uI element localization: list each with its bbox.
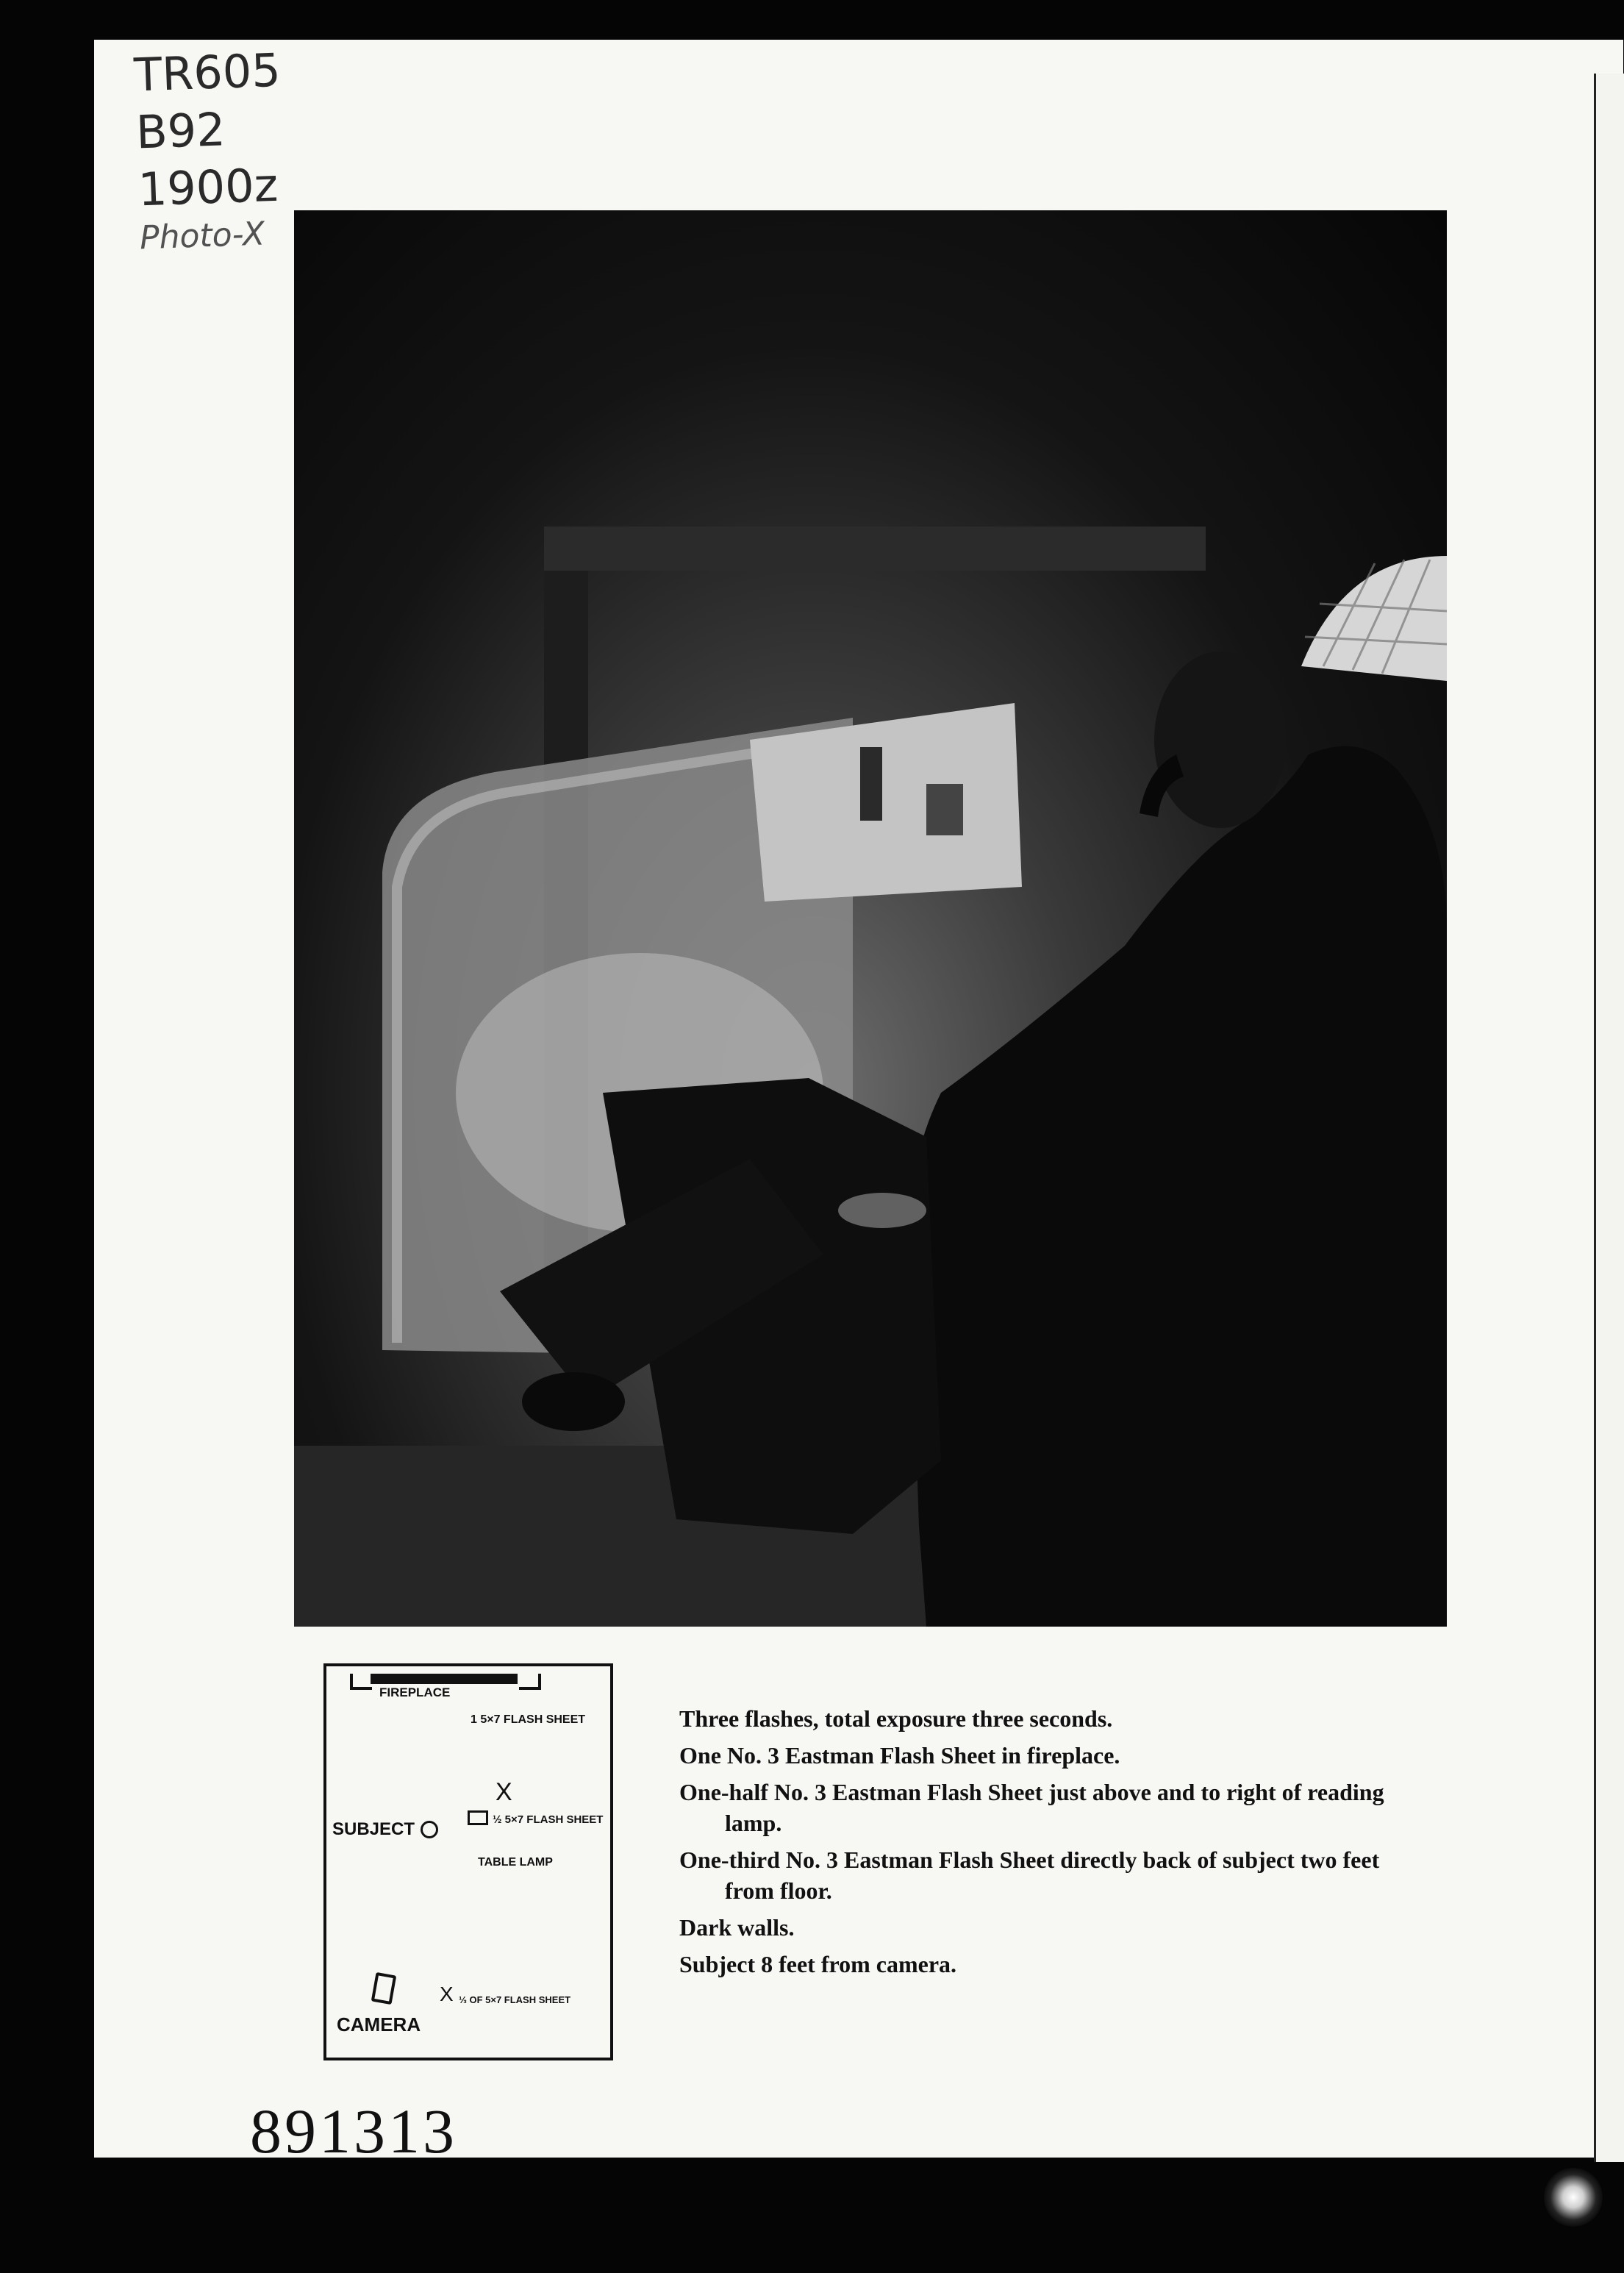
hand-highlight: [838, 1193, 926, 1228]
exposure-note: One-half No. 3 Eastman Flash Sheet just above and to right of reading lamp.: [679, 1779, 1384, 1836]
lamp-symbol: [468, 1810, 488, 1825]
accession-number: 891313: [250, 2096, 457, 2166]
fireplace-bracket-right: [519, 1674, 541, 1690]
newspaper-photo: [860, 747, 882, 821]
camera-symbol: [371, 1972, 397, 2005]
back-flash-label: ⅓ OF 5×7 FLASH SHEET: [459, 1994, 571, 2005]
call-number-line: B92: [135, 102, 226, 160]
call-number-line: 1900z: [137, 157, 279, 217]
man-head: [1154, 652, 1287, 828]
flash-x-mark: X: [440, 1983, 454, 2005]
exposure-note: One-third No. 3 Eastman Flash Sheet directly back of subject two feet from floor.: [679, 1846, 1380, 1904]
fireplace-bracket-left: [350, 1674, 372, 1690]
man-shoes: [522, 1372, 625, 1431]
adjacent-page-edge: [1594, 74, 1624, 2162]
exposure-note: Dark walls.: [679, 1914, 795, 1941]
light-glare: [1544, 2168, 1603, 2227]
exposure-note: Three flashes, total exposure three seconds.: [679, 1705, 1113, 1732]
fireplace-label: FIREPLACE: [379, 1685, 451, 1699]
table-lamp-label: TABLE LAMP: [478, 1856, 553, 1869]
lamp-flash-label: ½ 5×7 FLASH SHEET: [493, 1813, 604, 1826]
exposure-notes: [679, 1703, 1414, 1985]
call-number-line: TR605: [133, 43, 282, 102]
handwritten-call-number: [133, 42, 287, 259]
photograph: [294, 210, 1447, 1627]
mantel-shelf: [544, 527, 1206, 571]
photograph-scene: [294, 210, 1447, 1627]
camera-label: CAMERA: [337, 2013, 421, 2035]
exposure-note: One No. 3 Eastman Flash Sheet in fireplace.: [679, 1742, 1120, 1769]
fireplace-symbol: [371, 1674, 518, 1684]
flash-x-mark: X: [496, 1778, 512, 1806]
exposure-note: Subject 8 feet from camera.: [679, 1951, 957, 1977]
subject-label: SUBJECT: [332, 1819, 415, 1839]
lamp-shade: [1301, 556, 1447, 681]
lighting-diagram: [323, 1663, 613, 2060]
fireplace-flash-label: 1 5×7 FLASH SHEET: [471, 1713, 586, 1726]
subject-symbol: [421, 1821, 438, 1838]
newspaper-photo: [926, 784, 963, 835]
call-number-line: Photo-X: [139, 215, 265, 257]
